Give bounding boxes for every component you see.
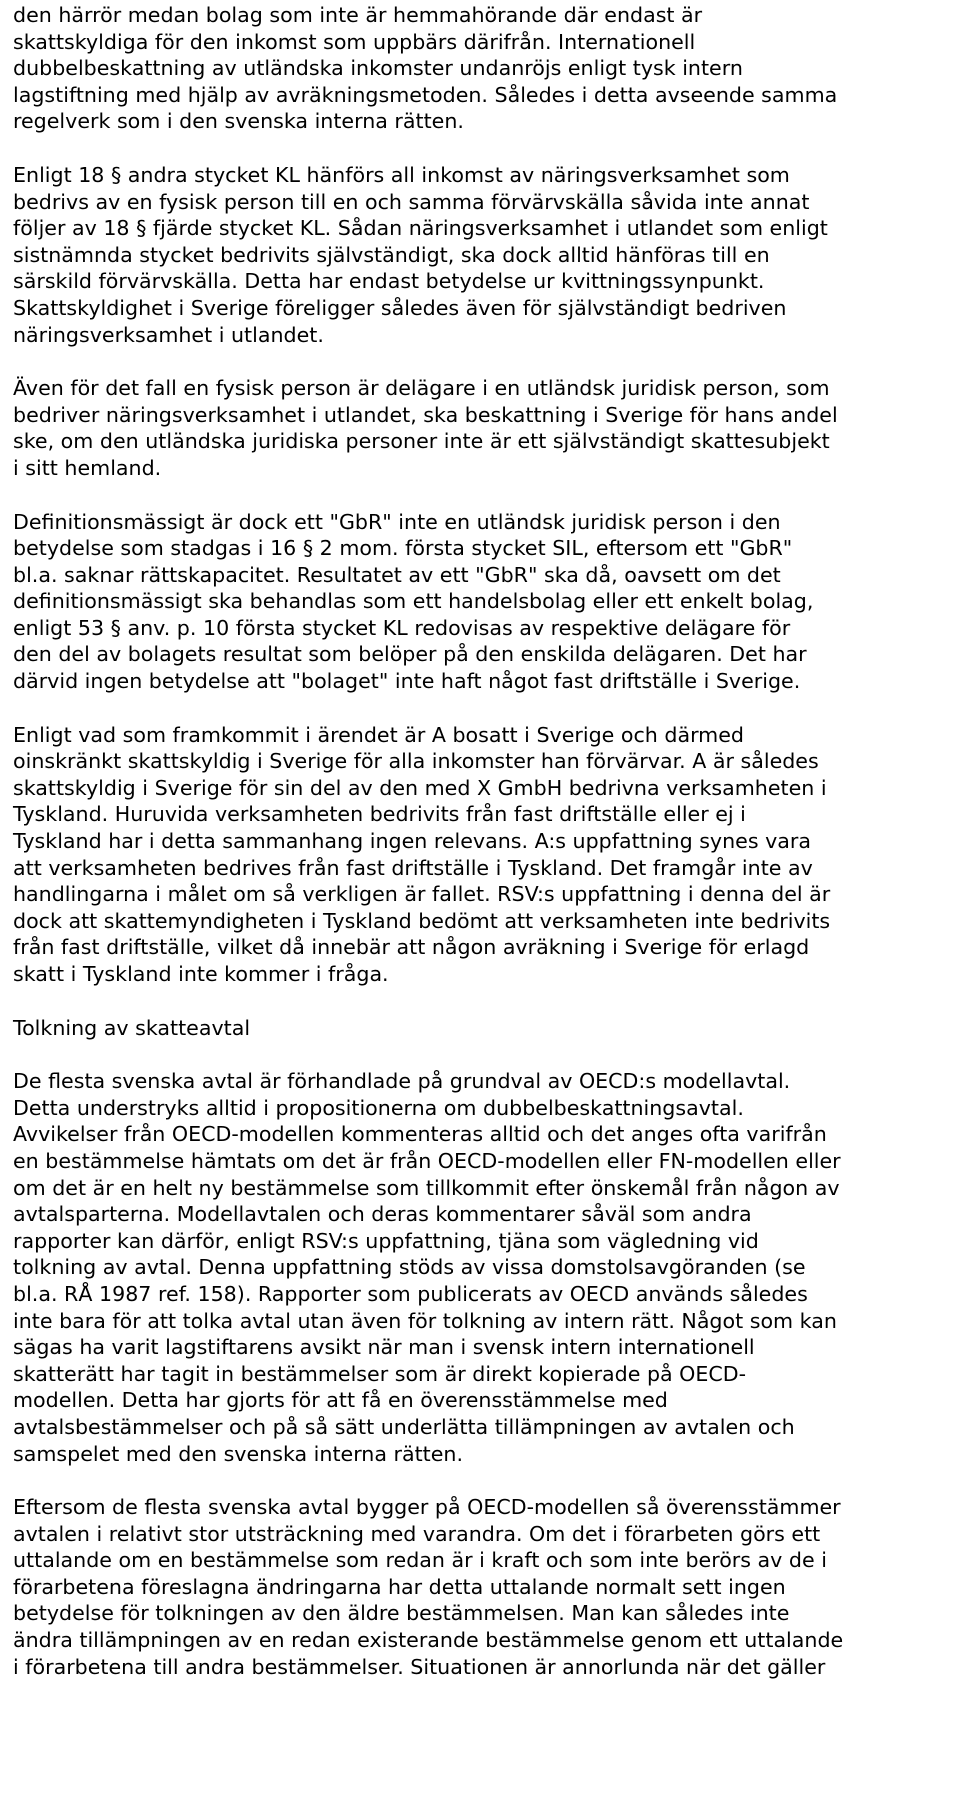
text-line: särskild förvärvskälla. Detta har endast betydelse ur kvittningssynpunkt.: [13, 269, 765, 294]
text-line: avtalen i relativt stor utsträckning med varandra. Om det i förarbeten görs ett: [13, 1521, 821, 1546]
text-line: därvid ingen betydelse att "bolaget" inte haft något fast driftställe i Sverige.: [13, 669, 801, 694]
text-line: betydelse för tolkningen av den äldre bestämmelsen. Man kan således inte: [13, 1601, 790, 1626]
text-line: betydelse som stadgas i 16 § 2 mom. första stycket SIL, eftersom ett "GbR": [13, 536, 793, 561]
text-line: skatterätt har tagit in bestämmelser som är direkt kopierade på OECD-: [13, 1361, 747, 1386]
section-heading: [13, 1015, 948, 1042]
text-line: om det är en helt ny bestämmelse som tillkommit efter önskemål från någon av: [13, 1175, 840, 1200]
text-line: Detta understryks alltid i propositionerna om dubbelbeskattningsavtal.: [13, 1095, 744, 1120]
text-line: bedrivs av en fysisk person till en och samma förvärvskälla såvida inte annat: [13, 189, 810, 214]
text-line: bedriver näringsverksamhet i utlandet, ska beskattning i Sverige för hans andel: [13, 402, 838, 427]
text-line: rapporter kan därför, enligt RSV:s uppfattning, tjäna som vägledning vid: [13, 1228, 759, 1253]
text-line: Eftersom de flesta svenska avtal bygger på OECD-modellen så överensstämmer: [13, 1495, 841, 1520]
text-line: samspelet med den svenska interna rätten.: [13, 1441, 464, 1466]
text-line: avtalsbestämmelser och på så sätt underlätta tillämpningen av avtalen och: [13, 1414, 795, 1439]
paragraph-2: [13, 162, 948, 348]
text-line: dubbelbeskattning av utländska inkomster undanröjs enligt tysk intern: [13, 56, 743, 81]
paragraph-4: [13, 509, 948, 695]
text-line: modellen. Detta har gjorts för att få en överensstämmelse med: [13, 1388, 668, 1413]
text-line: Avvikelser från OECD-modellen kommenteras alltid och det anges ofta varifrån: [13, 1122, 827, 1147]
text-line: i förarbetena till andra bestämmelser. Situationen är annorlunda när det gäller: [13, 1654, 826, 1679]
text-line: handlingarna i målet om så verkligen är fallet. RSV:s uppfattning i denna del är: [13, 882, 831, 907]
text-line: skattskyldig i Sverige för sin del av den med X GmbH bedrivna verksamheten i: [13, 775, 827, 800]
text-line: den härrör medan bolag som inte är hemmahörande där endast är: [13, 3, 703, 27]
text-line: skattskyldiga för den inkomst som uppbärs därifrån. Internationell: [13, 29, 696, 54]
text-line: Tyskland. Huruvida verksamheten bedrivits från fast driftställe eller ej i: [13, 802, 746, 827]
text-line: uttalande om en bestämmelse som redan är i kraft och som inte berörs av de i: [13, 1548, 827, 1573]
text-line: Definitionsmässigt är dock ett "GbR" inte en utländsk juridisk person i den: [13, 509, 781, 534]
text-line: bl.a. RÅ 1987 ref. 158). Rapporter som publicerats av OECD används således: [13, 1281, 808, 1306]
text-line: att verksamheten bedrives från fast driftställe i Tyskland. Det framgår inte av: [13, 855, 813, 880]
text-line: i sitt hemland.: [13, 455, 162, 480]
text-line: sägas ha varit lagstiftarens avsikt när man i svensk intern internationell: [13, 1335, 755, 1360]
text-line: oinskränkt skattskyldig i Sverige för alla inkomster han förvärvar. A är således: [13, 749, 819, 774]
paragraph-6: [13, 1068, 948, 1467]
paragraph-1: [13, 2, 948, 135]
text-line: tolkning av avtal. Denna uppfattning stöds av vissa domstolsavgöranden (se: [13, 1255, 806, 1280]
text-line: förarbetena föreslagna ändringarna har detta uttalande normalt sett ingen: [13, 1574, 786, 1599]
text-line: lagstiftning med hjälp av avräkningsmetoden. Således i detta avseende samma: [13, 82, 838, 107]
text-line: skatt i Tyskland inte kommer i fråga.: [13, 962, 389, 986]
text-line: ändra tillämpningen av en redan existerande bestämmelse genom ett uttalande: [13, 1628, 844, 1653]
text-line: definitionsmässigt ska behandlas som ett handelsbolag eller ett enkelt bolag,: [13, 589, 814, 614]
text-line: Tyskland har i detta sammanhang ingen relevans. A:s uppfattning synes vara: [13, 829, 811, 854]
text-line: Enligt vad som framkommit i ärendet är A bosatt i Sverige och därmed: [13, 722, 744, 747]
text-line: Tolkning av skatteavtal: [13, 1015, 251, 1040]
text-line: enligt 53 § anv. p. 10 första stycket KL redovisas av respektive delägare för: [13, 615, 791, 640]
text-line: avtalsparterna. Modellavtalen och deras kommentarer såväl som andra: [13, 1202, 752, 1227]
text-line: De flesta svenska avtal är förhandlade på grundval av OECD:s modellavtal.: [13, 1069, 791, 1094]
text-line: den del av bolagets resultat som belöper på den enskilda delägaren. Det har: [13, 642, 807, 667]
text-line: en bestämmelse hämtats om det är från OECD-modellen eller FN-modellen eller: [13, 1148, 841, 1173]
paragraph-3: [13, 375, 948, 481]
text-line: bl.a. saknar rättskapacitet. Resultatet av ett "GbR" ska då, oavsett om det: [13, 562, 781, 587]
text-line: från fast driftställe, vilket då innebär att någon avräkning i Sverige för erlagd: [13, 935, 810, 960]
text-line: ske, om den utländska juridiska personer inte är ett självständigt skattesubjekt: [13, 429, 830, 454]
paragraph-7: [13, 1494, 948, 1680]
text-line: näringsverksamhet i utlandet.: [13, 322, 324, 347]
paragraph-5: [13, 722, 948, 988]
text-line: Skattskyldighet i Sverige föreligger således även för självständigt bedriven: [13, 295, 787, 320]
text-line: följer av 18 § fjärde stycket KL. Sådan näringsverksamhet i utlandet som enligt: [13, 216, 828, 241]
text-line: Enligt 18 § andra stycket KL hänförs all inkomst av näringsverksamhet som: [13, 162, 790, 187]
text-line: inte bara för att tolka avtal utan även för tolkning av intern rätt. Något som kan: [13, 1308, 837, 1333]
text-line: dock att skattemyndigheten i Tyskland bedömt att verksamheten inte bedrivits: [13, 908, 831, 933]
text-line: sistnämnda stycket bedrivits självständigt, ska dock alltid hänföras till en: [13, 242, 770, 267]
text-line: Även för det fall en fysisk person är delägare i en utländsk juridisk person, som: [13, 376, 830, 401]
text-line: regelverk som i den svenska interna rätten.: [13, 109, 464, 134]
